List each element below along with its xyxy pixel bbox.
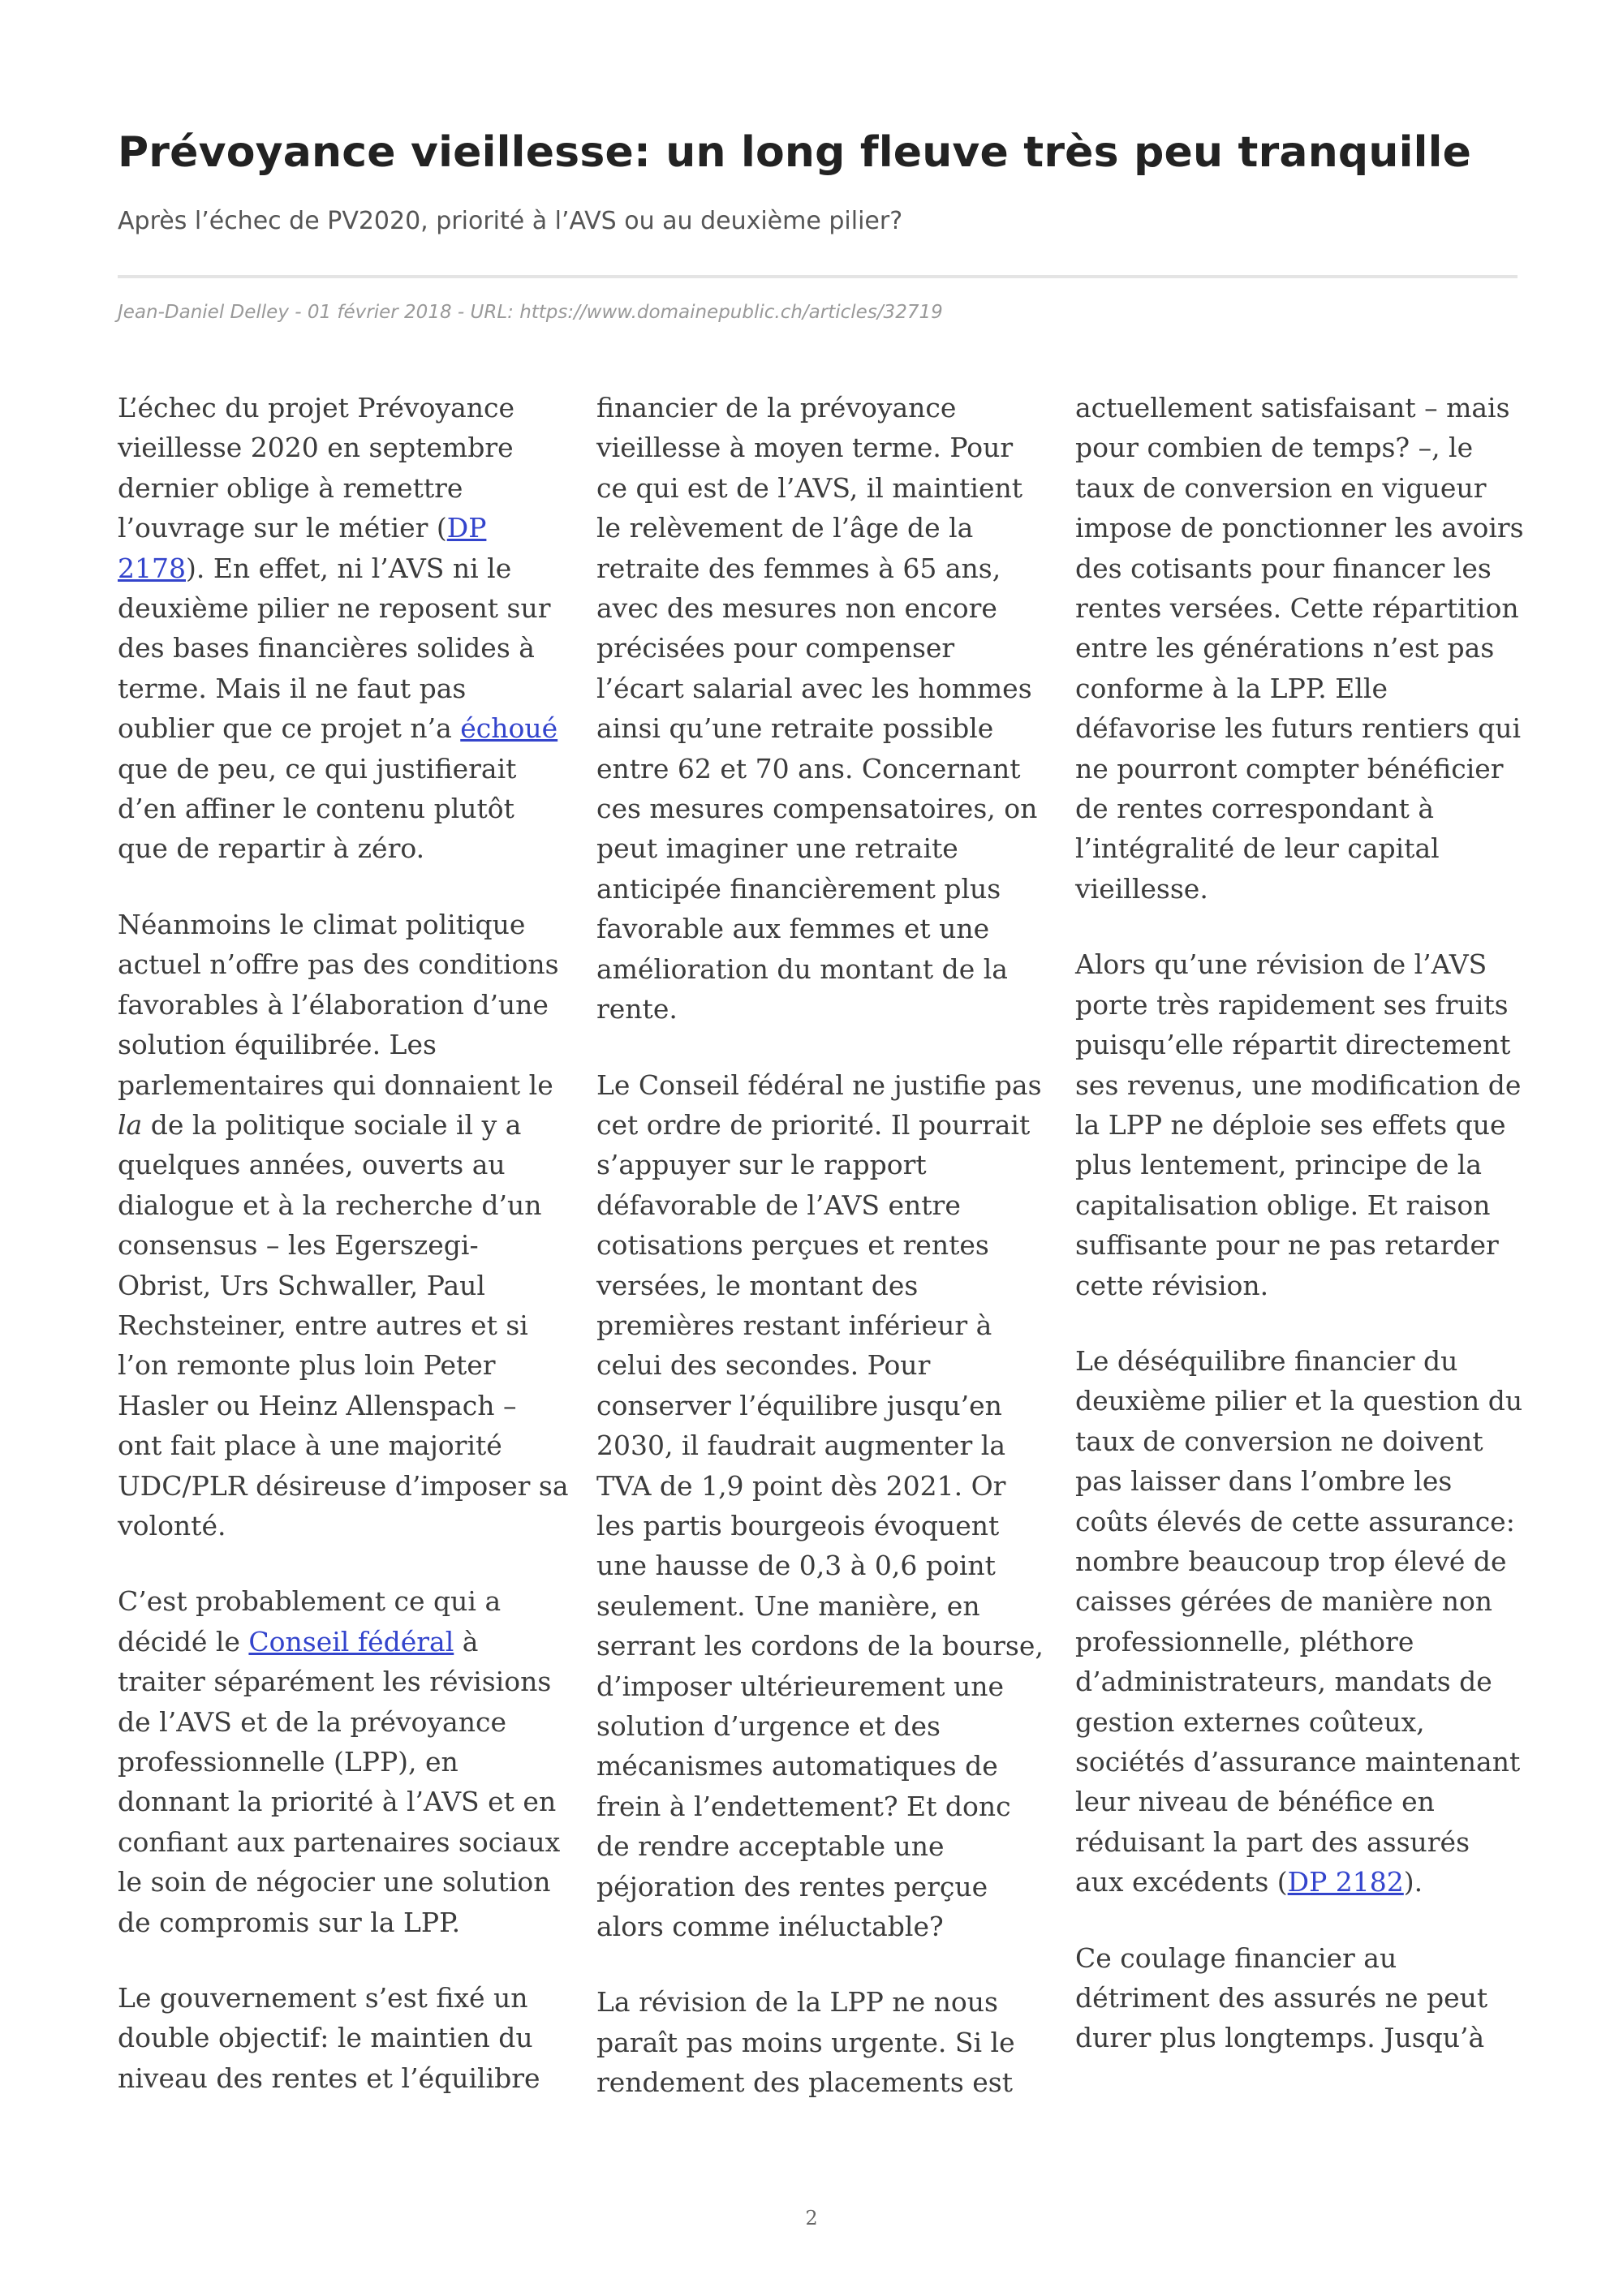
paragraph-5: Le Conseil fédéral ne justifie pas cet ordre de priorité. Il pourrait s’appuyer sur le rapport défavorable de l’AVS entre cotisations perçues et rentes versées, le montant des premières restant inférieur à celui des secondes. Pour conserver l’équilibre jusqu’en 2030, il faudrait augmenter la TVA de 1,9 point dès 2021. Or les partis bourgeois évoquent une hausse de 0,3 à 0,6 point seulement. Une manière, en serrant les cordons de la bourse, d’imposer ultérieurement une solution d’urgence et des mécanismes automatiques de frein à l’endettement? Et donc de rendre acceptable une péjoration des rentes perçue alors comme inéluctable? — [596, 1068, 1044, 1943]
page-number: 2 — [805, 2207, 818, 2229]
header-divider — [118, 275, 1518, 278]
paragraph-9-start: Ce coulage financier au détriment des assurés ne peut durer plus longtemps. Jusqu’à — [1075, 1941, 1488, 2054]
paragraph-6-end: actuellement satisfaisant – mais pour combien de temps? –, le taux de conversion en vigueur impose de ponctionner les avoirs des cotisants pour financer les rentes versées. Cette répartition entre les générations n’est pas conforme à la LPP. Elle défavorise les futurs rentiers qui ne pourront compter bénéficier de rentes correspondant à l’intégralité de leur capital vieillesse. — [1075, 392, 1524, 905]
paragraph-7: Alors qu’une révision de l’AVS porte très rapidement ses fruits puisqu’elle répartit directement ses revenus, une modification de la LPP ne déploie ses effets que plus lentement, principe de la capitalisation oblige. Et raison suffisante pour ne pas retarder cette révision. — [1075, 948, 1522, 1301]
article-subtitle: Après l’échec de PV2020, priorité à l’AVS ou au deuxième pilier? — [118, 207, 903, 235]
text-column-3 — [1075, 388, 1526, 2094]
dp-2178-link[interactable]: DP 2178 — [118, 512, 487, 584]
text-column-2 — [596, 388, 1048, 2139]
text-column-1 — [118, 388, 569, 2134]
paragraph-6-start: La révision de la LPP ne nous paraît pas moins urgente. Si le rendement des placements est — [596, 1986, 1015, 2099]
paragraph-4-end: financier de la prévoyance vieillesse à moyen terme. Pour ce qui est de l’AVS, il maintient le relèvement de l’âge de la retraite des femmes à 65 ans, avec des mesures non encore précisées pour compenser l’écart salarial avec les hommes ainsi qu’une retraite possible entre 62 et 70 ans. Concernant ces mesures compensatoires, on peut imaginer une retraite anticipée financièrement plus favorable aux femmes et une amélioration du montant de la rente. — [596, 392, 1038, 1025]
paragraph-3: C’est probablement ce qui a décidé le Conseil fédéral à traiter séparément les révisions de l’AVS et de la prévoyance professionnelle (LPP), en donnant la priorité à l’AVS et en confiant aux partenaires sociaux le soin de négocier une solution de compromis sur la LPP. — [118, 1585, 561, 1938]
article-meta: Jean-Daniel Delley - 01 février 2018 - URL: https://www.domainepublic.ch/articles/32719 — [118, 302, 943, 323]
paragraph-4-start: Le gouvernement s’est fixé un double objectif: le maintien du niveau des rentes et l’équilibre — [118, 1982, 540, 2094]
paragraph-2: Néanmoins le climat politique actuel n’offre pas des conditions favorables à l’élaboration d’une solution équilibrée. Les parlementaires qui donnaient le la de la politique sociale il y a quelques années, ouverts au dialogue et à la recherche d’un consensus – les Egerszegi-Obrist, Urs Schwaller, Paul Rechsteiner, entre autres et si l’on remonte plus loin Peter Hasler ou Heinz Allenspach – ont fait place à une majorité UDC/PLR désireuse d’imposer sa volonté. — [118, 908, 569, 1541]
dp-2182-link[interactable]: DP 2182 — [1287, 1866, 1404, 1898]
paragraph-1: L’échec du projet Prévoyance vieillesse 2020 en septembre dernier oblige à remettre l’ouvrage sur le métier (DP 2178). En effet, ni l’AVS ni le deuxième pilier ne reposent sur des bases financières solides à terme. Mais il ne faut pas oublier que ce projet n’a échoué que de peu, ce qui justifierait d’en affiner le contenu plutôt que de repartir à zéro. — [118, 392, 558, 865]
article-title: Prévoyance vieillesse: un long fleuve très peu tranquille — [118, 128, 1472, 177]
paragraph-8: Le déséquilibre financier du deuxième pilier et la question du taux de conversion ne doivent pas laisser dans l’ombre les coûts élevés de cette assurance: nombre beaucoup trop élevé de caisses gérées de manière non professionnelle, pléthore d’administrateurs, mandats de gestion externes coûteux, sociétés d’assurance maintenant leur niveau de bénéfice en réduisant la part des assurés aux excédents (DP 2182). — [1075, 1344, 1523, 1898]
conseil-federal-link[interactable]: Conseil fédéral — [248, 1625, 454, 1658]
echoue-link[interactable]: échoué — [460, 712, 558, 745]
